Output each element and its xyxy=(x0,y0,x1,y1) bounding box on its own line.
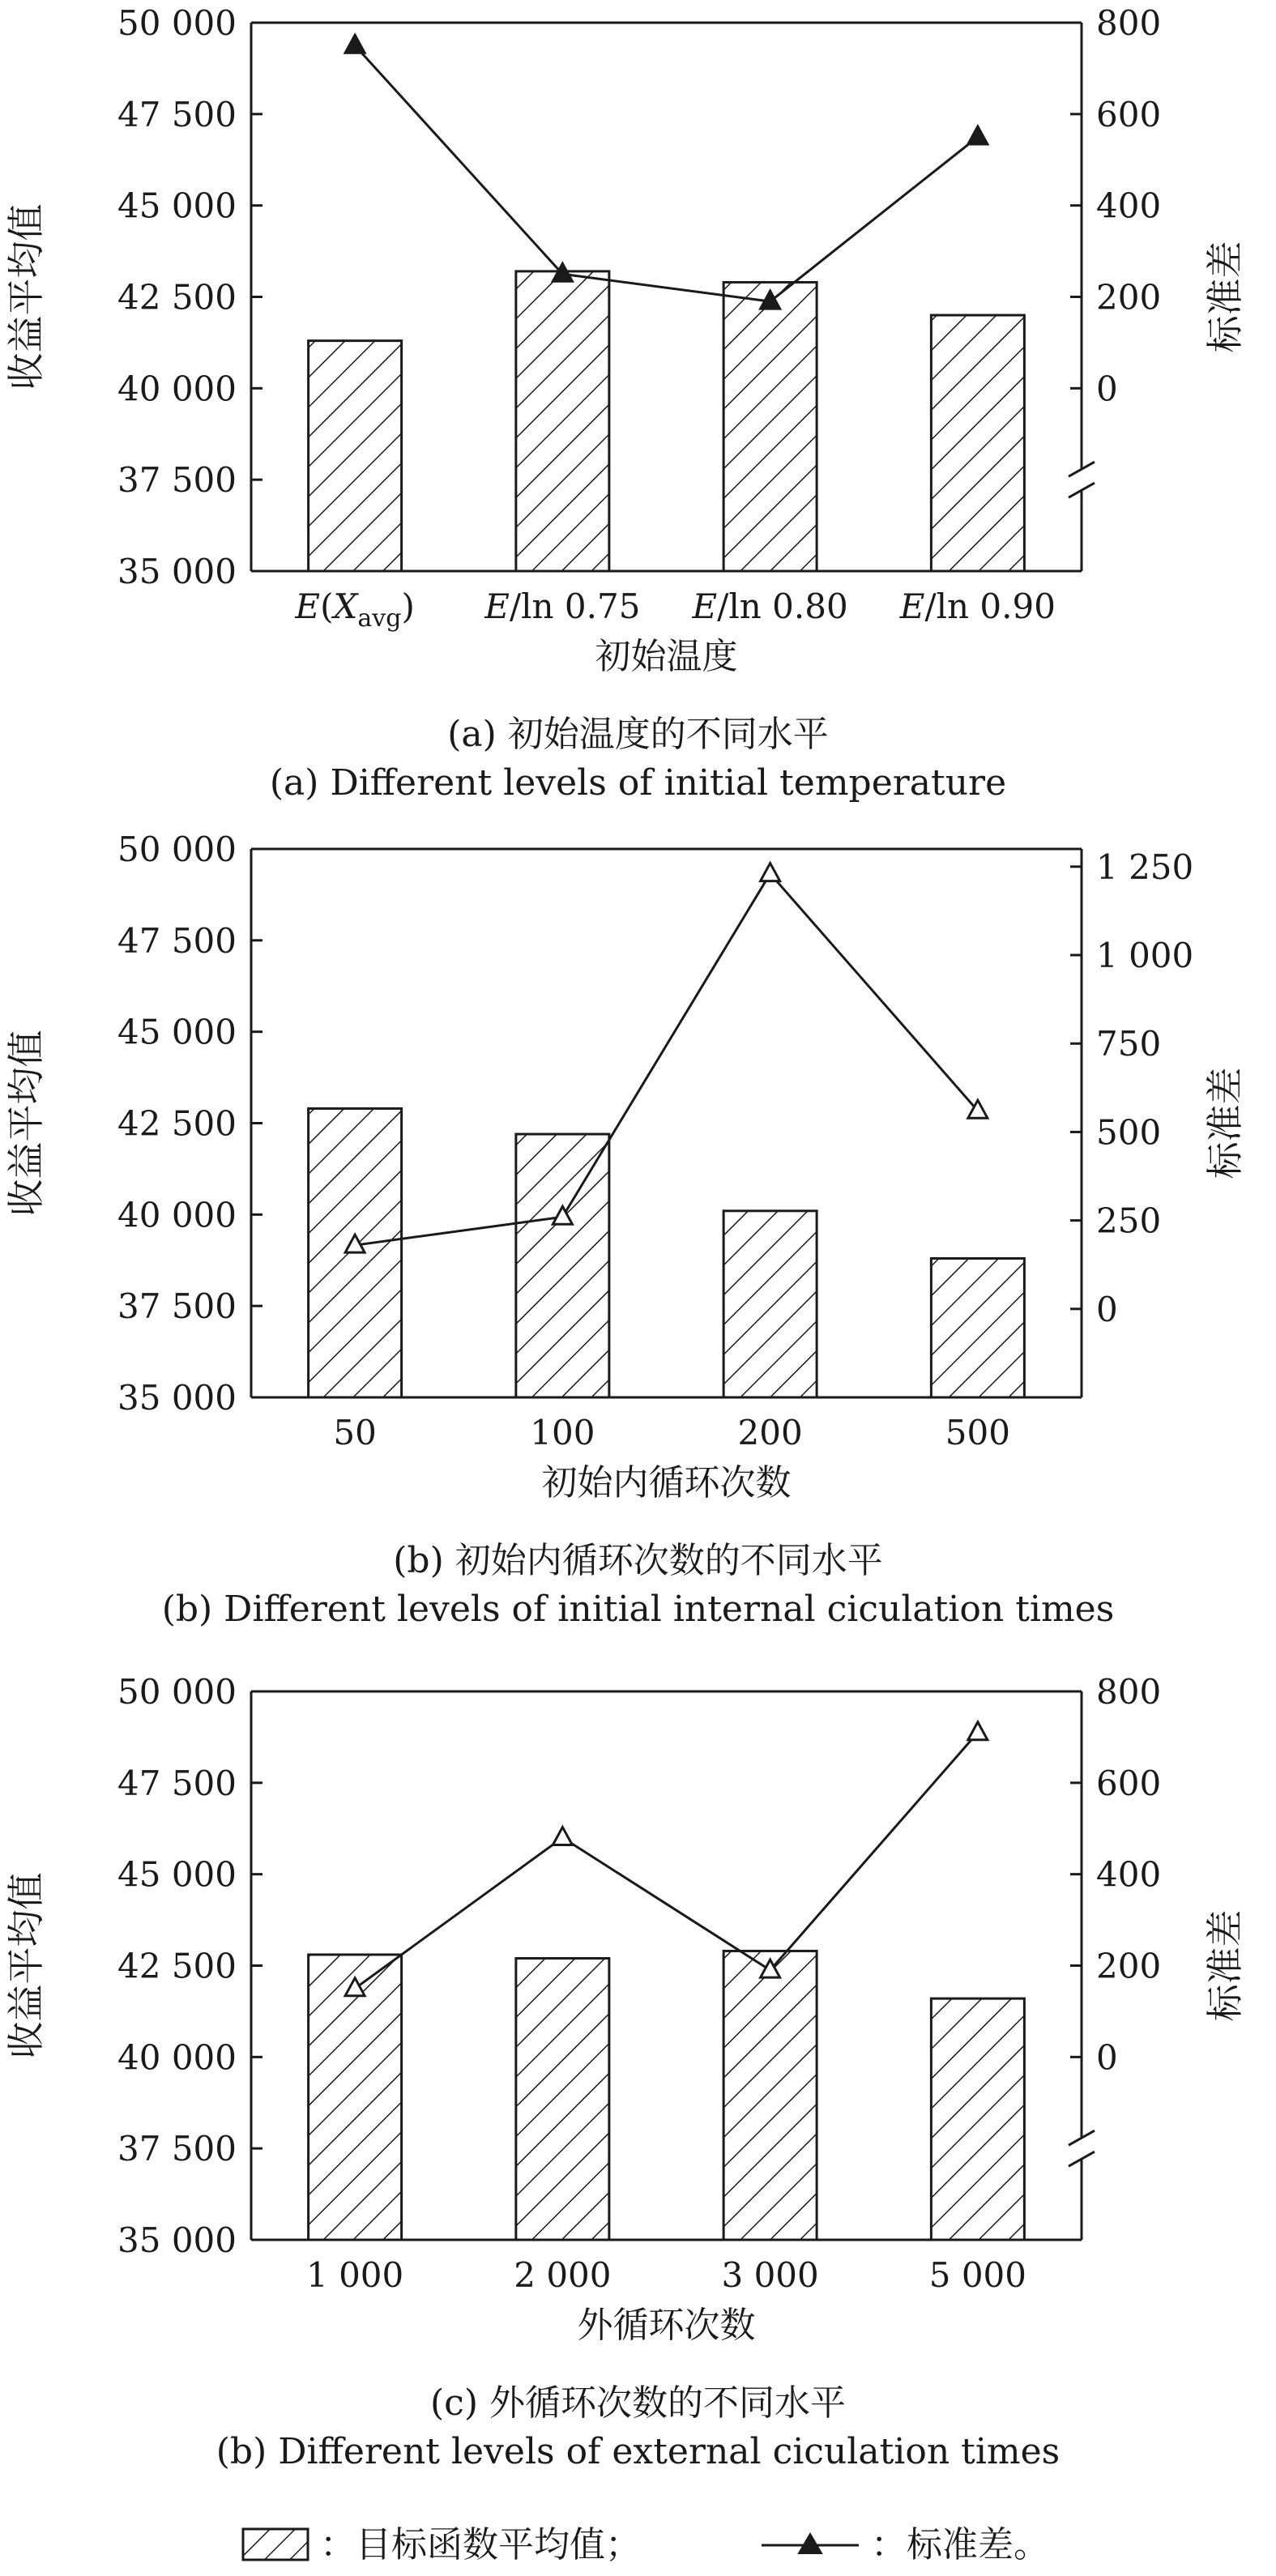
y-tick-label: 47 500 xyxy=(117,920,237,961)
x-tick-label: 5 000 xyxy=(928,2255,1026,2295)
y-tick-label: 45 000 xyxy=(117,186,237,226)
x-tick-label: 2 000 xyxy=(514,2255,612,2295)
y-tick-label: 45 000 xyxy=(117,1012,237,1052)
y2-tick-label: 600 xyxy=(1096,1763,1162,1803)
x-tick-label xyxy=(294,586,414,633)
bar-c-0 xyxy=(309,1955,402,2240)
std-point-b-2 xyxy=(761,864,780,881)
x-axis-title: 外循环次数 xyxy=(577,2305,756,2346)
caption-c-en: (b) Different levels of external ciculation times xyxy=(216,2431,1060,2472)
x-tick-label-part: E xyxy=(484,586,510,626)
x-tick-label xyxy=(899,586,1056,626)
std-point-a-3 xyxy=(968,126,988,144)
x-tick-label: 500 xyxy=(945,1413,1010,1452)
y-axis-title: 收益平均值 xyxy=(4,1030,48,1217)
y-tick-label: 47 500 xyxy=(117,94,237,134)
bar-c-1 xyxy=(516,1958,609,2240)
x-tick-label-part: E xyxy=(295,586,321,626)
y-tick-label: 35 000 xyxy=(117,1378,237,1418)
x-tick-label: 50 xyxy=(333,1413,377,1452)
x-tick-label-part: ( xyxy=(320,586,334,626)
x-tick-label: 100 xyxy=(530,1413,595,1452)
x-tick-label-part: /ln 0.75 xyxy=(509,586,641,626)
x-tick-label-part: ) xyxy=(401,586,415,626)
x-tick-label-part: X xyxy=(333,586,358,626)
std-point-c-3 xyxy=(968,1722,988,1740)
legend-triangle-marker xyxy=(799,2534,822,2553)
x-tick-label-part: E xyxy=(899,586,925,626)
x-tick-label xyxy=(692,586,848,626)
y2-axis-title: 标准差 xyxy=(1203,241,1247,353)
bar-a-2 xyxy=(723,282,817,571)
x-axis-title: 初始温度 xyxy=(595,636,738,677)
y2-tick-label: 0 xyxy=(1096,1289,1118,1329)
y2-tick-label: 200 xyxy=(1096,277,1162,318)
y2-tick-label: 1 000 xyxy=(1096,936,1194,976)
y2-tick-label: 600 xyxy=(1096,94,1162,134)
chart-a-svg xyxy=(0,0,1276,713)
legend-bar-swatch xyxy=(243,2529,308,2560)
bar-a-1 xyxy=(516,271,609,571)
y2-tick-label: 400 xyxy=(1096,1854,1162,1895)
y-tick-label: 42 500 xyxy=(117,1946,237,1986)
bar-b-2 xyxy=(723,1211,817,1397)
std-point-c-1 xyxy=(553,1828,572,1845)
x-tick-label-part: /ln 0.90 xyxy=(924,586,1056,626)
y2-tick-label: 800 xyxy=(1096,1672,1162,1712)
y2-tick-label: 200 xyxy=(1096,1946,1162,1986)
y-tick-label: 50 000 xyxy=(117,1672,237,1712)
bar-b-1 xyxy=(516,1134,609,1397)
legend xyxy=(0,2521,1276,2570)
std-line xyxy=(355,874,978,1246)
y-tick-label: 35 000 xyxy=(117,2220,237,2260)
y-tick-label: 40 000 xyxy=(117,2037,237,2078)
y2-tick-label: 400 xyxy=(1096,186,1162,226)
y-tick-label: 37 500 xyxy=(117,1286,237,1327)
y2-tick-label: 500 xyxy=(1096,1112,1162,1153)
bar-c-2 xyxy=(723,1951,817,2240)
y-tick-label: 35 000 xyxy=(117,552,237,591)
chart-panel-a xyxy=(0,0,1276,826)
chart-b-svg xyxy=(0,826,1276,1539)
caption-a-cn: (a) 初始温度的不同水平 xyxy=(447,714,829,755)
y-tick-label: 42 500 xyxy=(117,1103,237,1144)
legend-line-label: ：标准差。 xyxy=(871,2524,1049,2565)
y-tick-label: 45 000 xyxy=(117,1854,237,1895)
y-tick-label: 47 500 xyxy=(117,1763,237,1803)
y2-axis-title: 标准差 xyxy=(1203,1909,1247,2022)
y-tick-label: 37 500 xyxy=(117,2129,237,2169)
y-tick-label: 40 000 xyxy=(117,1195,237,1235)
y2-axis-title: 标准差 xyxy=(1203,1067,1247,1179)
y-tick-label: 50 000 xyxy=(117,3,237,43)
x-tick-label-part: /ln 0.80 xyxy=(717,586,848,626)
caption-a-en: (a) Different levels of initial temperature xyxy=(269,762,1007,804)
y2-tick-label: 1 250 xyxy=(1096,847,1194,887)
y-axis-title: 收益平均值 xyxy=(4,1872,48,2059)
chart-c-svg xyxy=(0,1669,1276,2382)
std-line xyxy=(355,45,978,301)
legend-svg xyxy=(0,2521,1276,2570)
x-tick-label xyxy=(484,586,640,626)
y2-tick-label: 800 xyxy=(1096,3,1162,43)
bar-a-3 xyxy=(931,315,1024,571)
x-tick-label: 1 000 xyxy=(306,2255,404,2295)
x-tick-label: 200 xyxy=(737,1413,803,1452)
y2-tick-label: 0 xyxy=(1096,369,1118,409)
y-tick-label: 42 500 xyxy=(117,277,237,318)
y2-tick-label: 0 xyxy=(1096,2037,1118,2078)
x-axis-title: 初始内循环次数 xyxy=(541,1462,792,1503)
y-tick-label: 37 500 xyxy=(117,460,237,501)
chart-panel-b xyxy=(0,826,1276,1669)
caption-b-cn: (b) 初始内循环次数的不同水平 xyxy=(393,1540,883,1581)
y-tick-label: 50 000 xyxy=(117,830,237,869)
y2-tick-label: 250 xyxy=(1096,1201,1162,1241)
y2-tick-label: 750 xyxy=(1096,1024,1162,1064)
std-point-a-0 xyxy=(345,35,365,53)
x-tick-label: 3 000 xyxy=(721,2255,819,2295)
bar-a-0 xyxy=(309,341,402,571)
bar-b-3 xyxy=(931,1258,1024,1397)
caption-c-cn: (c) 外循环次数的不同水平 xyxy=(430,2382,846,2424)
y-axis-title: 收益平均值 xyxy=(4,203,48,390)
y-tick-label: 40 000 xyxy=(117,369,237,409)
bar-c-3 xyxy=(931,1998,1024,2240)
std-line xyxy=(355,1733,978,1989)
caption-b-en: (b) Different levels of initial internal ciculation times xyxy=(161,1589,1115,1630)
x-tick-label-sub: avg xyxy=(357,604,402,633)
chart-panel-c xyxy=(0,1669,1276,2511)
x-tick-label-part: E xyxy=(692,586,718,626)
legend-bar-label: ：目标函数平均值； xyxy=(320,2524,641,2565)
